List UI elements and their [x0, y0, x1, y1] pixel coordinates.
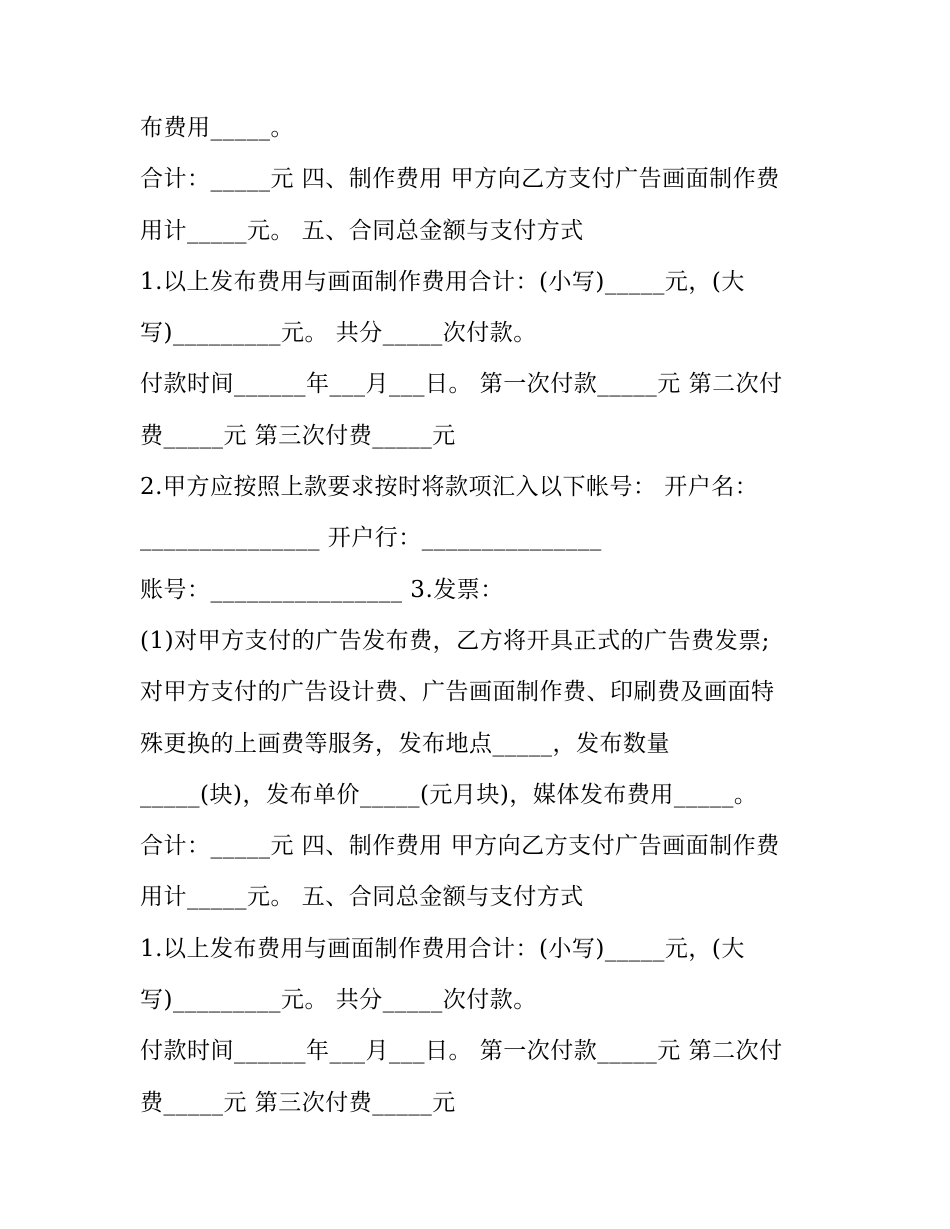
document-page: [140, 103, 820, 1129]
text-line: 付款时间______年___月___日。 第一次付款_____元 第二次付: [140, 1038, 783, 1065]
text-line: 费_____元 第三次付费_____元: [140, 422, 456, 449]
text-line: 写)_________元。 共分_____次付款。: [140, 987, 537, 1014]
text-line: 用计_____元。 五、合同总金额与支付方式: [140, 884, 584, 911]
text-line: _____(块)，发布单价_____(元月块)，媒体发布费用_____。: [140, 781, 758, 808]
text-line: 布费用_____。: [140, 115, 294, 141]
text-line: (1)对甲方支付的广告发布费，乙方将开具正式的广告费发票;: [140, 627, 770, 654]
text-line: 1.以上发布费用与画面制作费用合计：(小写)_____元，(大: [140, 268, 745, 295]
text-line: 2.甲方应按照上款要求按时将款项汇入以下帐号： 开户名：: [140, 474, 759, 501]
text-line: 付款时间______年___月___日。 第一次付款_____元 第二次付: [140, 371, 783, 398]
text-line: 用计_____元。 五、合同总金额与支付方式: [140, 217, 584, 244]
text-line: 合计：_____元 四、制作费用 甲方向乙方支付广告画面制作费: [140, 833, 780, 860]
text-line: 殊更换的上画费等服务，发布地点_____，发布数量: [140, 730, 670, 757]
text-line: 合计：_____元 四、制作费用 甲方向乙方支付广告画面制作费: [140, 166, 780, 193]
text-line: 对甲方支付的广告设计费、广告画面制作费、印刷费及画面特: [140, 679, 775, 706]
text-line: 费_____元 第三次付费_____元: [140, 1089, 456, 1116]
text-line: 1.以上发布费用与画面制作费用合计：(小写)_____元，(大: [140, 935, 745, 962]
text-line: 账号：________________ 3.发票：: [140, 576, 504, 603]
text-line: _______________ 开户行：_______________: [140, 525, 602, 552]
text-line: 写)_________元。 共分_____次付款。: [140, 320, 537, 347]
